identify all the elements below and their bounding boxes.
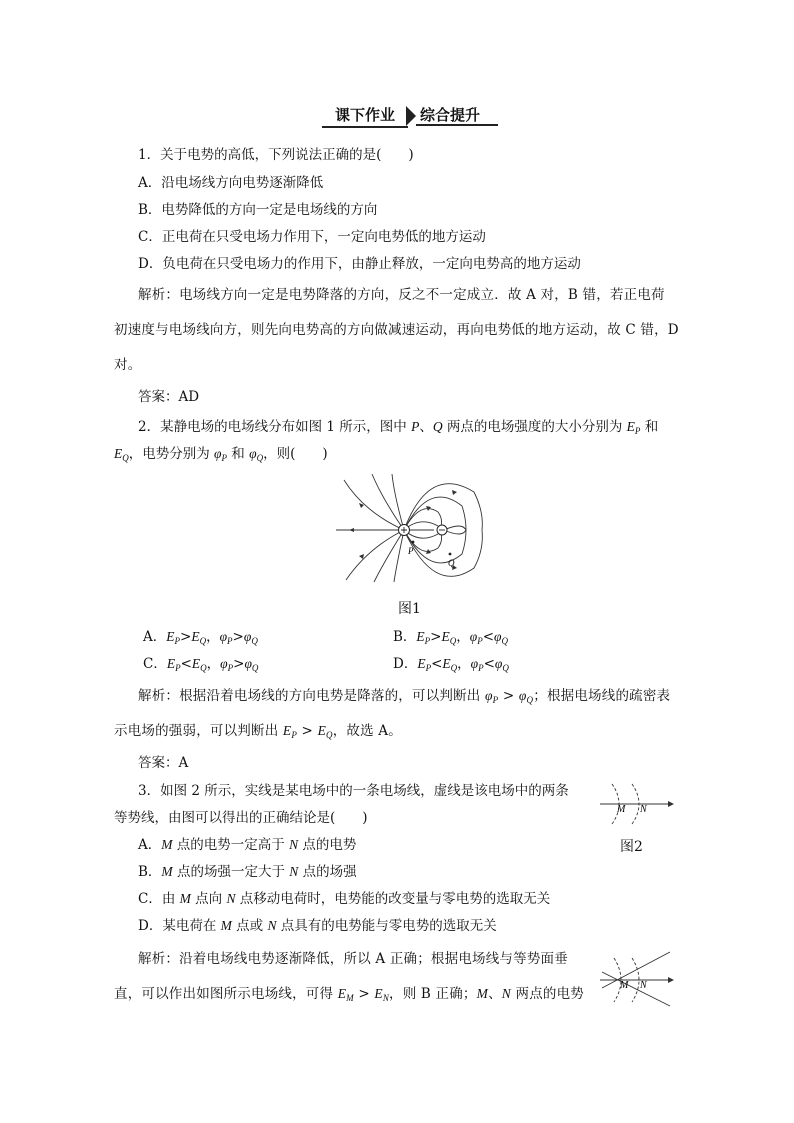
q3-stem-line-2: 等势线，由图可以得出的正确结论是( ): [114, 810, 368, 826]
q2-option-b: B．$E_P>E_Q$，$\varphi_P<\varphi_Q$: [393, 629, 508, 646]
q3-option-d: D．某电荷在 M 点或 N 点具有的电势能与零电势的选取无关: [138, 918, 497, 934]
q2-answer: 答案：A: [138, 755, 189, 771]
header-right-label: 综合提升: [416, 104, 498, 126]
figure-2-label-m: M: [617, 804, 626, 815]
q1-option-a: A．沿电场线方向电势逐渐降低: [138, 175, 324, 191]
figure-2-diagram: [598, 780, 674, 830]
figure-2-label-n: N: [640, 804, 647, 815]
q3-analysis-line-1: 解析：沿着电场线电势逐渐降低，所以 A 正确；根据电场线与等势面垂: [138, 951, 568, 967]
q1-option-b: B．电势降低的方向一定是电场线的方向: [138, 202, 378, 218]
figure-1-label-q: Q: [448, 558, 455, 568]
section-header: [322, 104, 498, 128]
q1-stem: 1．关于电势的高低，下列说法正确的是( ): [138, 147, 414, 163]
figure-1-label-p: P: [408, 546, 414, 556]
q1-option-d: D．负电荷在只受电场力的作用下，由静止释放，一定向电势高的地方运动: [138, 256, 581, 272]
q2-stem-line-1: 2．某静电场的电场线分布如图 1 所示，图中 P、Q 两点的电场强度的大小分别为 $E_P$ 和: [138, 419, 659, 436]
q1-analysis-line-3: 对。: [114, 357, 142, 373]
q3-option-a: A．M 点的电势一定高于 N 点的电势: [138, 837, 357, 853]
q1-answer: 答案：AD: [138, 389, 200, 405]
q2-stem-line-2: $E_Q$，电势分别为 $\varphi_P$ 和 $\varphi_Q$，则( ): [114, 446, 328, 463]
q3-option-c: C．由 M 点向 N 点移动电荷时，电势能的改变量与零电势的选取无关: [138, 891, 551, 907]
q3-stem-line-1: 3．如图 2 所示，实线是某电场中的一条电场线，虚线是该电场中的两条: [138, 783, 569, 799]
q2-option-a: A．$E_P>E_Q$，$\varphi_P>\varphi_Q$: [143, 629, 258, 646]
q1-option-c: C．正电荷在只受电场力作用下，一定向电势低的地方运动: [138, 229, 486, 245]
q2-analysis-line-1: 解析：根据沿着电场线的方向电势是降落的，可以判断出 $\varphi_P > \varphi_Q$；根据电场线的疏密表: [138, 688, 671, 705]
q1-analysis-line-1: 解析：电场线方向一定是电势降落的方向，反之不一定成立．故 A 对，B 错，若正电荷: [138, 287, 665, 303]
q2-analysis-line-2: 示电场的强弱，可以判断出 $E_P > E_Q$，故选 A。: [114, 723, 402, 740]
figure-1-caption: 图1: [398, 601, 421, 617]
q3-analysis-line-2: 直，可以作出如图所示电场线，可得 $E_M > E_N$，则 B 正确；M、N 两点的电势: [114, 986, 584, 1003]
q2-option-c: C．$E_P<E_Q$，$\varphi_P>\varphi_Q$: [143, 656, 259, 673]
figure-1-field-lines: [334, 472, 484, 584]
q1-analysis-line-2: 初速度与电场线向方，则先向电势高的方向做减速运动，再向电势低的地方运动，故 C 错，D: [114, 322, 679, 338]
figure-3-label-n: N: [640, 980, 647, 991]
header-left-label: 课下作业: [322, 104, 408, 128]
figure-2-caption: 图2: [620, 839, 643, 855]
q2-option-d: D．$E_P<E_Q$，$\varphi_P<\varphi_Q$: [393, 656, 509, 673]
figure-3-label-m: M: [620, 980, 629, 991]
q3-option-b: B．M 点的场强一定大于 N 点的场强: [138, 864, 357, 880]
figure-3-analysis-diagram: [598, 948, 674, 1008]
header-arrow-icon: [406, 106, 416, 126]
